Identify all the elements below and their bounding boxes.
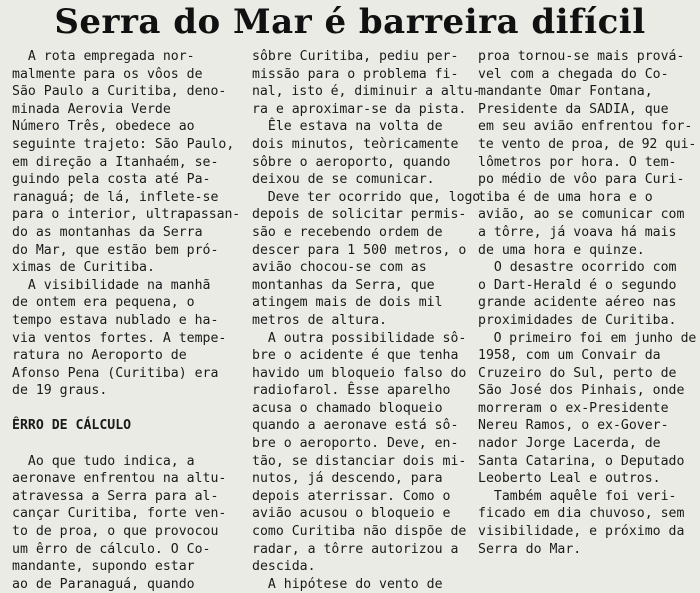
text-line: malmente para os vôos de bbox=[12, 66, 203, 82]
text-line: guindo pela costa até Pa- bbox=[12, 172, 211, 188]
text-line: Afonso Pena (Curitiba) era bbox=[12, 365, 219, 381]
text-line: a tôrre, já voava há mais bbox=[478, 224, 677, 240]
text-line: O desastre ocorrido com bbox=[478, 260, 677, 276]
text-line: Leoberto Leal e outros. bbox=[478, 471, 661, 487]
text-line: proa tornou-se mais prová- bbox=[478, 49, 685, 64]
text-line: grande acidente aéreo nas bbox=[478, 295, 677, 311]
text-line: atingem mais de dois mil bbox=[252, 295, 443, 311]
text-line: Número Três, obedece ao bbox=[12, 119, 195, 135]
text-line: sôbre o aeroporto, quando bbox=[252, 154, 451, 170]
text-line: visibilidade, e próximo da bbox=[478, 524, 685, 540]
text-line: A rota empregada nor- bbox=[12, 49, 195, 64]
text-line: seguinte trajeto: São Paulo, bbox=[12, 136, 235, 152]
text-line: O primeiro foi em junho de bbox=[478, 330, 697, 346]
text-line: 1958, com um Convair da bbox=[478, 348, 661, 364]
text-line: Cruzeiro do Sul, perto de bbox=[478, 365, 677, 381]
text-line: te vento de proa, de 92 qui- bbox=[478, 136, 697, 152]
text-line: Ao que tudo indica, a bbox=[12, 453, 195, 469]
text-line: bre o aeroporto. Deve, en- bbox=[252, 436, 459, 452]
text-line: minada Aerovia Verde bbox=[12, 101, 171, 117]
text-line: Presidente da SADIA, que bbox=[478, 101, 669, 117]
text-line: avião, ao se comunicar com bbox=[478, 207, 685, 223]
text-line: em seu avião enfrentou for- bbox=[478, 119, 693, 135]
text-line: tiba é de uma hora e o bbox=[478, 189, 653, 205]
text-line: cançar Curitiba, forte ven- bbox=[12, 506, 227, 522]
text-line: ao de Paranaguá, quando bbox=[12, 576, 195, 592]
text-line: depois aterrissar. Como o bbox=[252, 488, 451, 504]
text-line: Também aquêle foi veri- bbox=[478, 488, 677, 504]
text-line: ra e aproximar-se da pista. bbox=[252, 101, 467, 117]
text-line: radar, a tôrre autorizou a bbox=[252, 541, 459, 557]
text-line: São Paulo a Curitiba, deno- bbox=[12, 84, 227, 100]
text-line: de uma hora e quinze. bbox=[478, 242, 645, 258]
text-line: po médio de vôo para Curi- bbox=[478, 172, 685, 188]
text-line: depois de solicitar permis- bbox=[252, 207, 467, 223]
text-line: mandante Omar Fontana, bbox=[478, 84, 653, 100]
text-line: do Mar, que estão bem pró- bbox=[12, 242, 219, 258]
text-line: radiofarol. Êsse aparelho bbox=[252, 383, 451, 399]
text-line: nutos, já descendo, para bbox=[252, 471, 443, 487]
text-line: morreram o ex-Presidente bbox=[478, 400, 669, 416]
text-line: ficado em dia chuvoso, sem bbox=[478, 506, 685, 522]
text-line: de ontem era pequena, o bbox=[12, 295, 195, 311]
text-line: metros de altura. bbox=[252, 312, 387, 328]
text-line: são e recebendo ordem de bbox=[252, 224, 443, 240]
text-line: A hipótese do vento de bbox=[252, 576, 443, 592]
text-line: Deve ter ocorrido que, logo bbox=[252, 189, 481, 205]
text-line: do as montanhas da Serra bbox=[12, 224, 203, 240]
text-line: proximidades de Curitiba. bbox=[478, 312, 677, 328]
text-line: como Curitiba não dispõe de bbox=[252, 524, 467, 540]
text-line: havido um bloqueio falso do bbox=[252, 365, 467, 381]
text-line: quando a aeronave está sô- bbox=[252, 418, 459, 434]
headline: Serra do Mar é barreira difícil bbox=[54, 2, 646, 42]
text-line: to de proa, o que provocou bbox=[12, 524, 219, 540]
text-line: ratura no Aeroporto de bbox=[12, 348, 187, 364]
text-line: avião chocou-se com as bbox=[252, 260, 427, 276]
text-line: nal, isto é, diminuir a altu- bbox=[252, 84, 481, 100]
text-line: em direção a Itanhaém, se- bbox=[12, 154, 219, 170]
text-line: Santa Catarina, o Deputado bbox=[478, 453, 685, 469]
text-line: vel com a chegada do Co- bbox=[478, 66, 669, 82]
text-line: atravessa a Serra para al- bbox=[12, 488, 219, 504]
text-line: missão para o problema fi- bbox=[252, 66, 459, 82]
text-line: para o interior, ultrapassan- bbox=[12, 207, 241, 223]
text-line: aeronave enfrentou na altu- bbox=[12, 471, 227, 487]
text-line: deixou de se comunicar. bbox=[252, 172, 435, 188]
text-line: dois minutos, teòricamente bbox=[252, 136, 459, 152]
subheading: ÊRRO DE CÁLCULO bbox=[12, 418, 132, 434]
text-line: ximas de Curitiba. bbox=[12, 260, 155, 276]
text-line: via ventos fortes. A tempe- bbox=[12, 330, 227, 346]
article-column-3 bbox=[478, 48, 696, 558]
text-line: descida. bbox=[252, 559, 316, 575]
text-line: lômetros por hora. O tem- bbox=[478, 154, 677, 170]
text-line: montanhas da Serra, que bbox=[252, 277, 435, 293]
text-line: Serra do Mar. bbox=[478, 541, 582, 557]
text-line: avião acusou o bloqueio e bbox=[252, 506, 451, 522]
text-line: A visibilidade na manhã bbox=[12, 277, 211, 293]
text-line: sôbre Curitiba, pediu per- bbox=[252, 49, 459, 64]
text-line: Nereu Ramos, o ex-Gover- bbox=[478, 418, 669, 434]
text-line: nador Jorge Lacerda, de bbox=[478, 436, 661, 452]
text-line: o Dart-Herald é o segundo bbox=[478, 277, 677, 293]
text-line: bre o acidente é que tenha bbox=[252, 348, 459, 364]
text-line: Êle estava na volta de bbox=[252, 119, 443, 135]
text-line: mandante, supondo estar bbox=[12, 559, 195, 575]
text-line: tão, se distanciar dois mi- bbox=[252, 453, 467, 469]
article-column-1 bbox=[12, 48, 240, 593]
blank-line bbox=[12, 400, 240, 418]
text-line: São José dos Pinhais, onde bbox=[478, 383, 685, 399]
text-line: ranaguá; de lá, inflete-se bbox=[12, 189, 219, 205]
text-line: um êrro de cálculo. O Co- bbox=[12, 541, 211, 557]
text-line: tempo estava nublado e ha- bbox=[12, 312, 219, 328]
article-column-2 bbox=[252, 48, 480, 593]
text-line: descer para 1 500 metros, o bbox=[252, 242, 467, 258]
blank-line bbox=[12, 435, 240, 453]
text-line: de 19 graus. bbox=[12, 383, 108, 399]
text-line: A outra possibilidade sô- bbox=[252, 330, 467, 346]
text-line: acusa o chamado bloqueio bbox=[252, 400, 443, 416]
